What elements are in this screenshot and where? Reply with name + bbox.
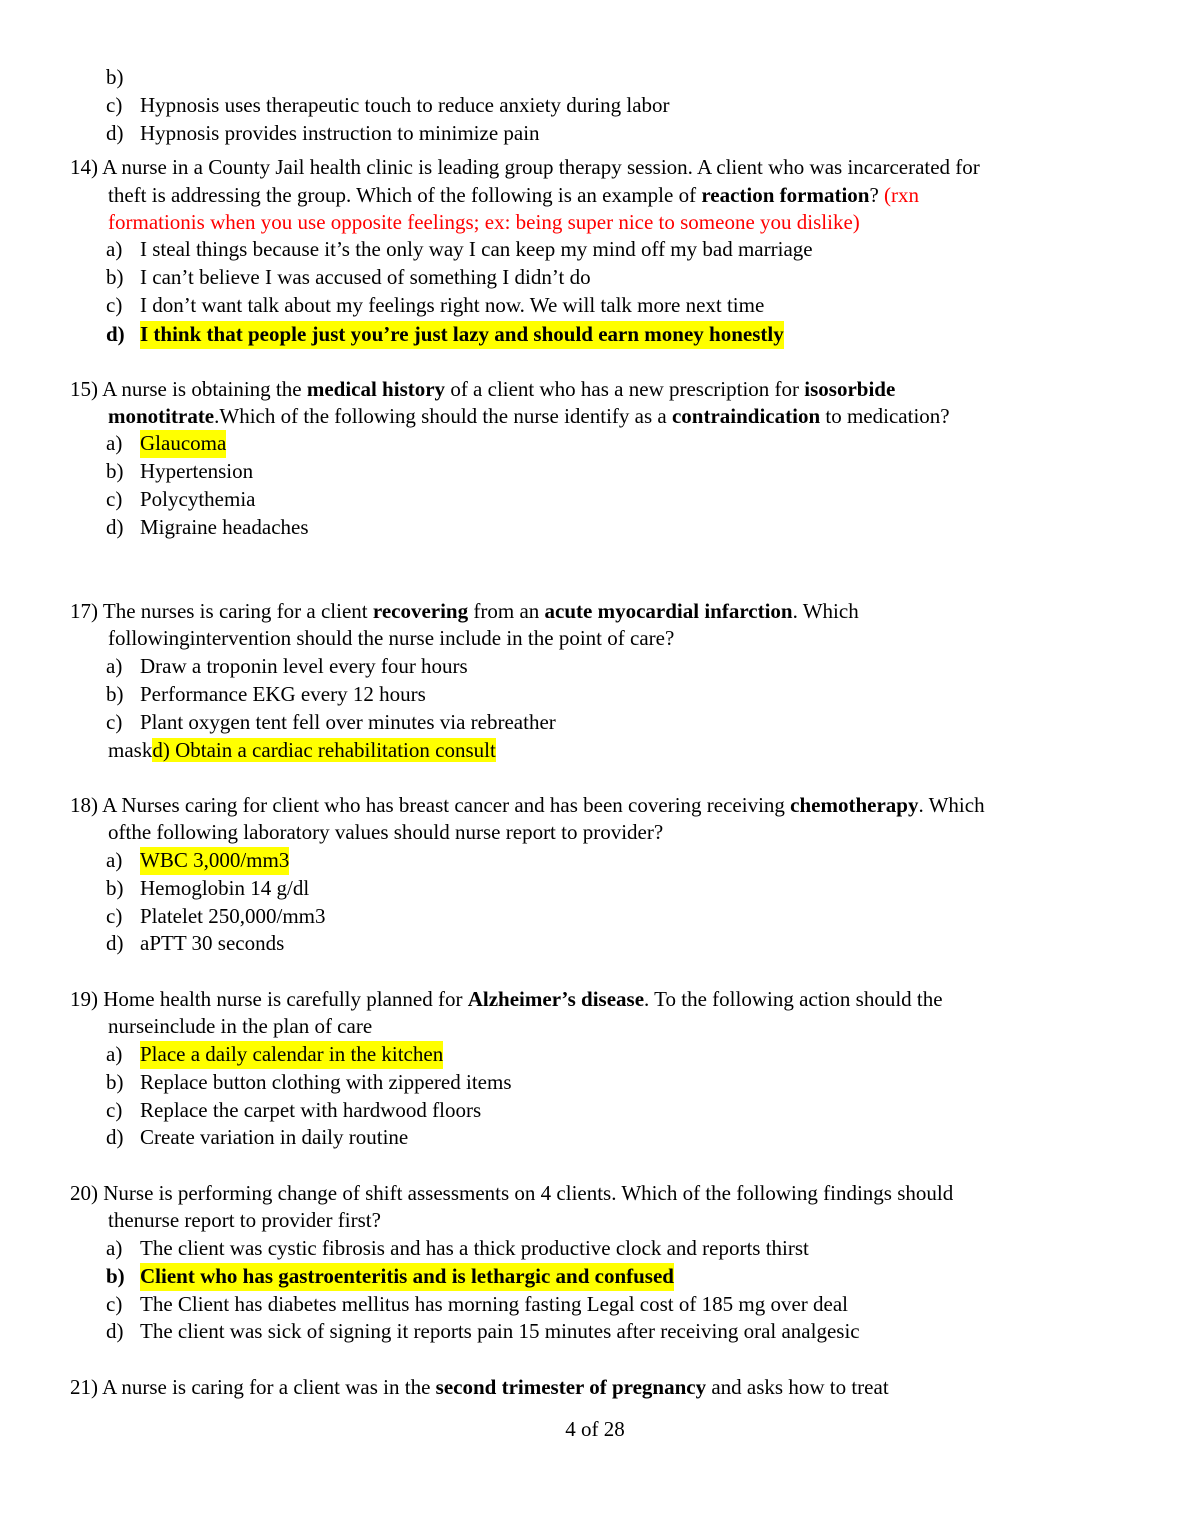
option-text: Migraine headaches [140,515,309,539]
option-letter: d) [106,121,124,145]
option-letter: c) [106,293,123,317]
key-term: contraindication [671,404,821,428]
option-letter: d) [106,1319,124,1343]
option-letter: c) [106,93,123,117]
option-text: I can’t believe I was accused of something I didn’t do [140,265,591,289]
q18-stem-line1 [70,792,985,820]
option-text: Hypertension [140,459,254,483]
q19-stem-line2: nurseinclude in the plan of care [108,1014,373,1038]
q14-stem-line1 [70,154,980,182]
key-term: medical history [306,377,446,401]
option-letter: c) [106,1292,123,1316]
q17-stem-line2: followingintervention should the nurse include in the point of care? [108,626,675,650]
question-text: Home health nurse is carefully planned for [103,987,468,1011]
question-text: from an [468,599,545,623]
option-letter: b) [106,459,124,483]
question-text: . Which [918,793,985,817]
option-text: Draw a troponin level every four hours [140,654,468,678]
question-text: to medication? [820,404,950,428]
option-text: The client was cystic fibrosis and has a thick productive clock and reports thirst [140,1236,809,1260]
option-letter: b) [106,1070,124,1094]
question-text: ? [869,183,885,207]
question-text: A Nurses caring for client who has breast cancer and has been covering receiving [102,793,791,817]
question-text: A nurse in a County Jail health clinic is leading group therapy session. A client who was incarcerated for [102,155,980,179]
option-letter: a) [106,431,123,455]
question-text: The nurses is caring for a client [102,599,373,623]
highlighted-answer: Glaucoma [140,430,226,458]
option-letter: a) [106,237,123,261]
q17-stem-line1 [70,598,859,626]
option-letter: a) [106,848,123,872]
option-letter: c) [106,710,123,734]
option-letter: b) [106,65,124,89]
option-text: Plant oxygen tent fell over minutes via rebreather [140,710,556,734]
option-letter: a) [106,1042,123,1066]
key-term: chemotherapy [790,793,919,817]
question-text: A nurse is caring for a client was in the [102,1375,436,1399]
q14-annotation-note: formationis when you use opposite feelings; ex: being super nice to someone you dislike) [108,210,860,234]
option-text: Hemoglobin 14 g/dl [140,876,310,900]
option-text: Replace button clothing with zippered items [140,1070,512,1094]
question-number: 20) [70,1181,98,1205]
key-term: Alzheimer’s disease [467,987,645,1011]
option-letter: b) [106,1264,125,1288]
option-text: Platelet 250,000/mm3 [140,904,326,928]
highlighted-answer: I think that people just you’re just lazy and should earn money honestly [140,321,784,349]
question-text: . To the following action should the [644,987,943,1011]
option-letter: c) [106,487,123,511]
option-letter: b) [106,682,124,706]
question-text: and asks how to treat [706,1375,889,1399]
option-letter: d) [106,1125,124,1149]
q20-stem-line2: thenurse report to provider first? [108,1208,381,1232]
question-text: A nurse is obtaining the [102,377,307,401]
option-text: The Client has diabetes mellitus has morning fasting Legal cost of 185 mg over deal [140,1292,849,1316]
key-term: reaction formation [701,183,870,207]
question-text: Nurse is performing change of shift assessments on 4 clients. Which of the following findings should [103,1181,954,1205]
question-number: 15) [70,377,98,401]
option-text: Polycythemia [140,487,256,511]
option-letter: d) [106,322,125,346]
q18-stem-line2: ofthe following laboratory values should nurse report to provider? [108,820,664,844]
question-number: 18) [70,793,98,817]
question-text: of a client who has a new prescription for [445,377,805,401]
option-text: Hypnosis provides instruction to minimize pain [140,121,540,145]
option-text: mask [108,738,153,762]
option-letter: c) [106,904,123,928]
option-text: aPTT 30 seconds [140,931,285,955]
option-text: I don’t want talk about my feelings right now. We will talk more next time [140,293,765,317]
option-letter: a) [106,654,123,678]
option-text: Replace the carpet with hardwood floors [140,1098,482,1122]
option-letter: b) [106,876,124,900]
q21-stem-line1 [70,1374,889,1402]
key-term: isosorbide [804,377,896,401]
option-letter: d) [106,515,124,539]
question-number: 14) [70,155,98,179]
key-term: acute myocardial infarction [544,599,793,623]
question-number: 19) [70,987,98,1011]
option-text: Create variation in daily routine [140,1125,409,1149]
key-term: recovering [372,599,469,623]
page-number: 4 of 28 [565,1417,625,1441]
option-text: Hypnosis uses therapeutic touch to reduce anxiety during labor [140,93,670,117]
option-text: The client was sick of signing it reports pain 15 minutes after receiving oral analgesic [140,1319,860,1343]
highlighted-answer: d) Obtain a cardiac rehabilitation consult [152,738,496,762]
annotation-note: (rxn [884,183,920,207]
key-term: second trimester of pregnancy [435,1375,707,1399]
q15-stem-line2 [108,403,950,431]
option-text: I steal things because it’s the only way I can keep my mind off my bad marriage [140,237,813,261]
q14-stem-line2 [108,182,919,210]
option-letter: b) [106,265,124,289]
question-text: theft is addressing the group. Which of the following is an example of [108,183,702,207]
q17-option-d-answer [108,737,496,765]
highlighted-answer: Place a daily calendar in the kitchen [140,1041,443,1069]
highlighted-answer: Client who has gastroenteritis and is lethargic and confused [140,1263,674,1291]
option-text: Performance EKG every 12 hours [140,682,426,706]
option-letter: d) [106,931,124,955]
q15-stem-line1 [70,376,895,404]
key-term: monotitrate [108,404,215,428]
q20-stem-line1 [70,1180,953,1208]
question-text: .Which of the following should the nurse identify as a [214,404,672,428]
q19-stem-line1 [70,986,943,1014]
highlighted-answer: WBC 3,000/mm3 [140,847,289,875]
option-letter: a) [106,1236,123,1260]
option-letter: c) [106,1098,123,1122]
question-number: 17) [70,599,98,623]
question-number: 21) [70,1375,98,1399]
question-text: . Which [792,599,859,623]
